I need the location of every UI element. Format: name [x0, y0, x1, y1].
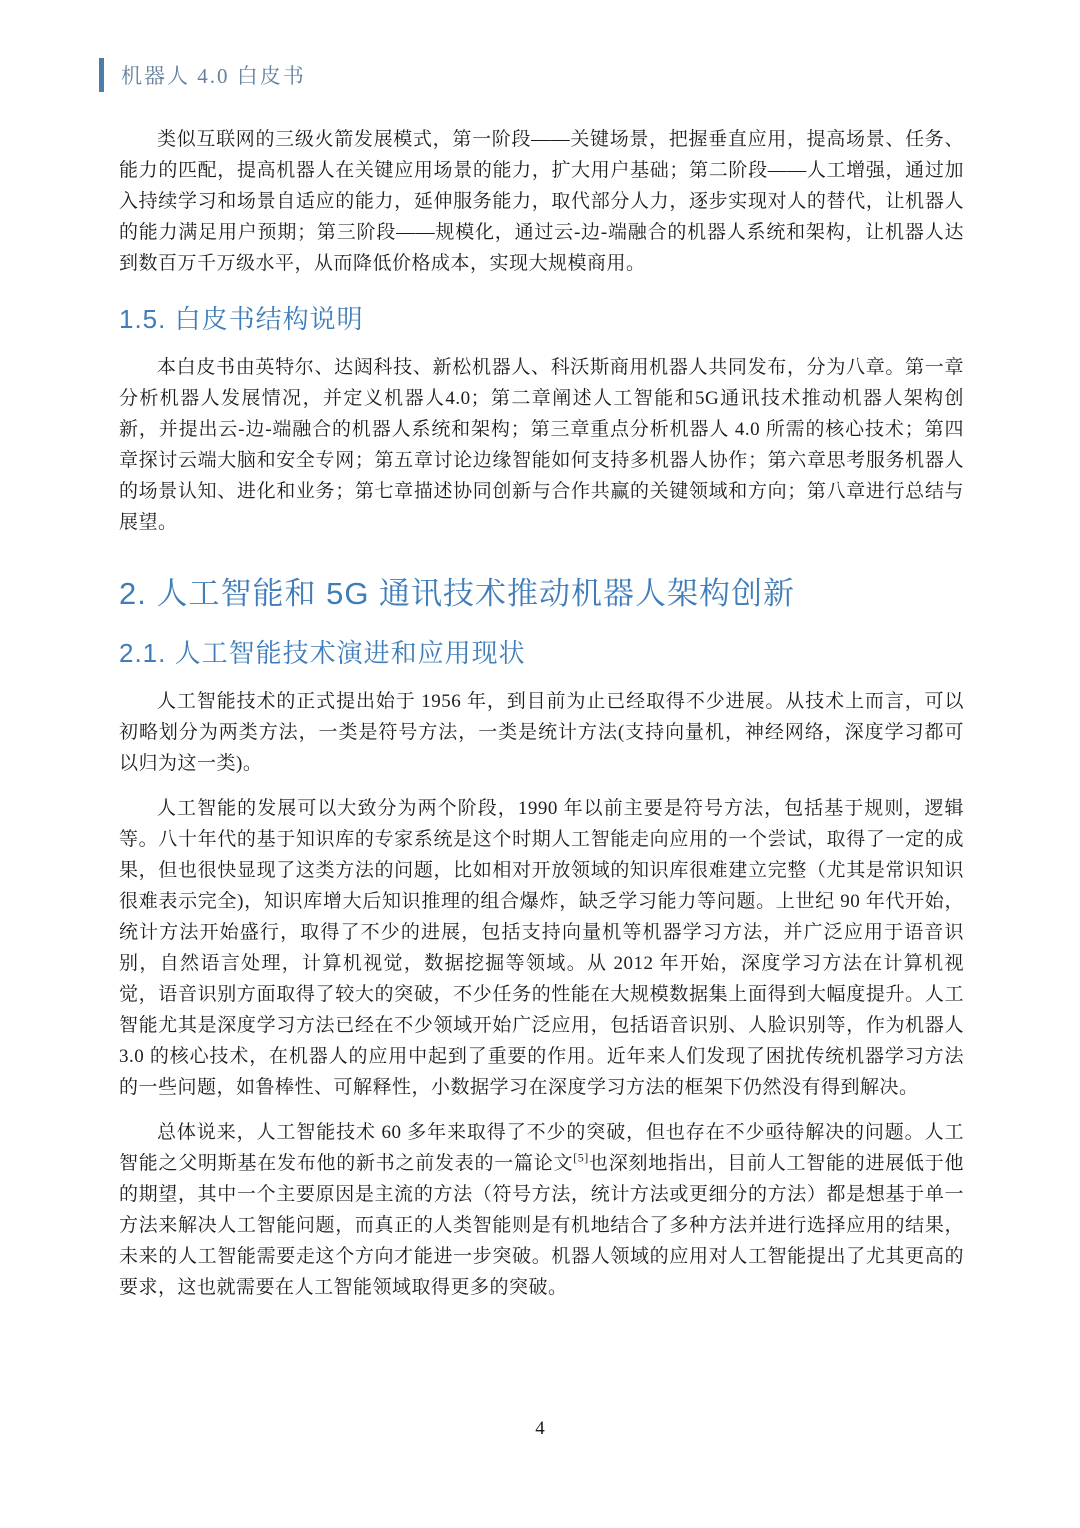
page-body [119, 124, 964, 1303]
paragraph-ai-origin: 人工智能技术的正式提出始于 1956 年，到目前为止已经取得不少进展。从技术上而言，可以初略划分为两类方法，一类是符号方法，一类是统计方法(支持向量机，神经网络，深度学习都可以归为这一类)。 [119, 691, 964, 774]
paragraph-rocket-model: 类似互联网的三级火箭发展模式，第一阶段——关键场景，把握垂直应用，提高场景、任务、能力的匹配，提高机器人在关键应用场景的能力，扩大用户基础；第二阶段——人工增强，通过加入持续学习和场景自适应的能力，延伸服务能力，取代部分人力，逐步实现对人的替代，让机器人的能力满足用户预期；第三阶段——规模化，通过云-边-端融合的机器人系统和架构，让机器人达到数百万千万级水平，从而降低价格成本，实现大规模商用。 [119, 129, 964, 274]
page-footer [0, 1418, 1080, 1440]
page-header [99, 58, 964, 92]
header-accent-bar [99, 58, 104, 92]
paragraph-ai-summary-rest: 也深刻地指出，目前人工智能的进展低于他的期望，其中一个主要原因是主流的方法（符号方法，统计方法或更细分的方法）都是想基于单一方法来解决人工智能问题，而真正的人类智能则是有机地结合了多种方法并进行选择应用的结果，未来的人工智能需要走这个方向才能进一步突破。机器人领域的应用对人工智能提出了尤其更高的要求，这也就需要在人工智能领域取得更多的突破。 [119, 1153, 964, 1298]
page-number: 4 [535, 1418, 545, 1439]
heading-2-1-ai-evolution: 2.1. 人工智能技术演进和应用现状 [119, 638, 526, 668]
paragraph-ai-stages: 人工智能的发展可以大致分为两个阶段，1990 年以前主要是符号方法，包括基于规则，逻辑等。八十年代的基于知识库的专家系统是这个时期人工智能走向应用的一个尝试，取得了一定的成果，但也很快显现了这类方法的问题，比如相对开放领域的知识库很难建立完整（尤其是常识知识很难表示完全)，知识库增大后知识推理的组合爆炸，缺乏学习能力等问题。上世纪 90 年代开始，统计方法开始盛行，取得了不少的进展，包括支持向量机等机器学习方法，并广泛应用于语音识别，自然语言处理，计算机视觉，数据挖掘等领域。从 2012 年开始，深度学习方法在计算机视觉，语音识别方面取得了较大的突破，不少任务的性能在大规模数据集上面得到大幅度提升。人工智能尤其是深度学习方法已经在不少领域开始广泛应用，包括语音识别、人脸识别等，作为机器人 3.0 的核心技术，在机器人的应用中起到了重要的作用。近年来人们发现了困扰传统机器学习方法的一些问题，如鲁棒性、可解释性，小数据学习在深度学习方法的框架下仍然没有得到解决。 [119, 798, 964, 1098]
paragraph-ai-summary-lead: 总体说来，人工智能技术 60 多年来取得了不少的突破，但也存在不少亟待解决的问题。人工智能之父明斯基在发布他的新书之前发表的一篇论文 [119, 1122, 964, 1174]
header-title: 机器人 4.0 白皮书 [121, 64, 306, 88]
heading-1-5-structure: 1.5. 白皮书结构说明 [119, 304, 364, 334]
footnote-ref-5: [5] [573, 1150, 589, 1165]
paragraph-whitepaper-structure: 本白皮书由英特尔、达闼科技、新松机器人、科沃斯商用机器人共同发布，分为八章。第一章分析机器人发展情况，并定义机器人4.0；第二章阐述人工智能和5G通讯技术推动机器人架构创新，并提出云-边-端融合的机器人系统和架构；第三章重点分析机器人 4.0 所需的核心技术；第四章探讨云端大脑和安全专网；第五章讨论边缘智能如何支持多机器人协作；第六章思考服务机器人的场景认知、进化和业务；第七章描述协同创新与合作共赢的关键领域和方向；第八章进行总结与展望。 [119, 357, 964, 533]
paragraph-ai-summary [119, 1117, 964, 1303]
heading-2-ai-5g: 2. 人工智能和 5G 通讯技术推动机器人架构创新 [119, 576, 796, 611]
